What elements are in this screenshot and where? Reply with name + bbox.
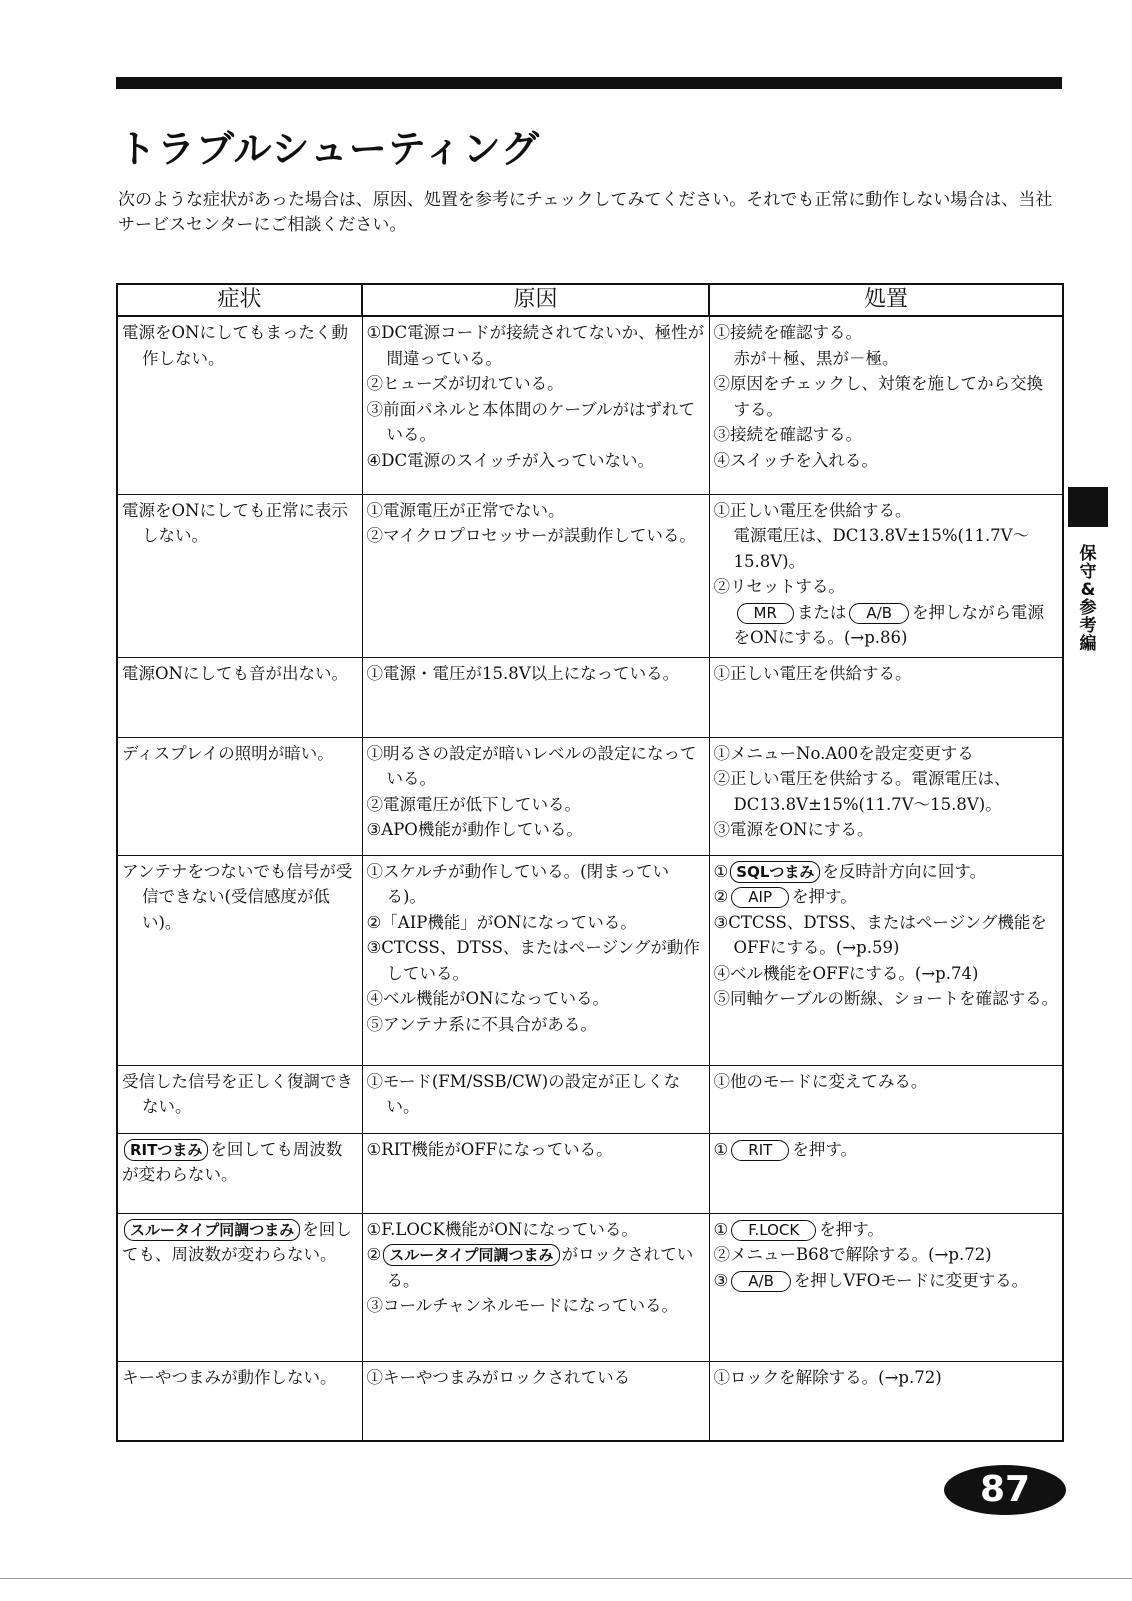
cause-line: ⑤アンテナ系に不具合がある。	[366, 1014, 597, 1034]
cause-line: ③前面パネルと本体間のケーブルがはずれている。	[366, 399, 696, 444]
cause-line: ④DC電源のスイッチが入っていない。	[366, 450, 654, 470]
cause-line: ④ベル機能がONになっている。	[366, 989, 609, 1008]
table-row	[117, 855, 1063, 1065]
text-span: ①	[713, 1219, 729, 1239]
side-section-label: 保守&参考編	[1079, 544, 1097, 654]
symptom-line: 電源をONにしても正常に表示しない。	[122, 500, 348, 545]
action-line: ①正しい電圧を供給する。	[713, 663, 912, 683]
symptom-cell	[117, 316, 362, 494]
knob-label: スルータイプ同調つまみ	[383, 1244, 559, 1266]
action-cell	[709, 657, 1063, 737]
key-label: RIT	[731, 1140, 789, 1161]
key-label: A/B	[849, 603, 909, 624]
table-body	[117, 316, 1063, 1441]
action-cell	[709, 1213, 1063, 1361]
action-line: ②メニューB68で解除する。(→p.72)	[713, 1245, 992, 1264]
cause-line: ①明るさの設定が暗いレベルの設定になっている。	[366, 743, 697, 788]
action-line: ①ロックを解除する。(→p.72)	[713, 1367, 942, 1387]
cause-line: ②マイクロプロセッサーが誤動作している。	[366, 526, 696, 545]
troubleshooting-table	[116, 283, 1064, 1442]
action-line	[714, 1137, 1060, 1163]
header-symptom: 症状	[117, 284, 362, 316]
text-span: ①	[713, 861, 729, 881]
symptom-cell	[117, 1065, 362, 1133]
cause-cell	[362, 737, 709, 855]
text-span: を回しても周波数が変わらない。	[122, 1139, 343, 1184]
cause-line: ①モード(FM/SSB/CW)の設定が正しくない。	[366, 1071, 681, 1116]
cause-line: ①電源・電圧が15.8V以上になっている。	[366, 663, 680, 683]
action-line: ④スイッチを入れる。	[713, 450, 878, 470]
action-line	[714, 859, 1060, 885]
intro-text: 次のような症状があった場合は、原因、処置を参考にチェックしてみてください。それでも正常に動作しない場合は、当社サービスセンターにご相談ください。	[118, 190, 1053, 235]
key-label: AIP	[731, 887, 789, 908]
action-cell	[709, 1361, 1063, 1441]
cause-cell	[362, 1213, 709, 1361]
cause-cell	[362, 1065, 709, 1133]
table-row	[117, 316, 1063, 494]
action-line: ①接続を確認する。	[713, 323, 862, 342]
key-label: A/B	[731, 1271, 791, 1292]
symptom-cell	[117, 1361, 362, 1441]
text-span: ②	[366, 1245, 382, 1264]
action-line	[714, 600, 1060, 651]
action-cell	[709, 1065, 1063, 1133]
text-span: を押しVFOモードに変更する。	[793, 1270, 1029, 1290]
text-span: を反時計方向に回す。	[822, 861, 987, 881]
text-span: を押しながら電源をONにする。(→p.86)	[733, 602, 1044, 647]
text-span: を押す。	[792, 1139, 857, 1159]
action-line: ④ベル機能をOFFにする。(→p.74)	[713, 963, 979, 983]
table-row	[117, 737, 1063, 855]
symptom-cell	[117, 1133, 362, 1213]
symptom-line	[122, 1137, 359, 1188]
symptom-cell	[117, 494, 362, 657]
cause-line: ①スケルチが動作している。(閉まっている)。	[366, 861, 670, 906]
top-rule	[116, 77, 1062, 89]
cause-cell	[362, 1361, 709, 1441]
cause-line: ②ヒューズが切れている。	[366, 374, 564, 393]
table-row	[117, 657, 1063, 737]
symptom-line: ディスプレイの照明が暗い。	[122, 743, 334, 763]
cause-line	[367, 1242, 706, 1293]
cause-line: ①RIT機能がOFFになっている。	[366, 1139, 613, 1159]
table-row	[117, 1213, 1063, 1361]
action-line: ③CTCSS、DTSS、またはページング機能をOFFにする。(→p.59)	[713, 912, 1047, 957]
text-span: を回しても、周波数が変わらない。	[122, 1219, 352, 1264]
text-span: を押す。	[792, 887, 857, 906]
symptom-line	[122, 1217, 359, 1268]
cause-line: ①F.LOCK機能がONになっている。	[366, 1219, 638, 1239]
action-cell	[709, 494, 1063, 657]
cause-cell	[362, 1133, 709, 1213]
table-row	[117, 1065, 1063, 1133]
cause-line: ①キーやつまみがロックされている	[366, 1367, 631, 1387]
text-span: ①	[713, 1139, 729, 1159]
action-line: ②原因をチェックし、対策を施してから交換する。	[713, 374, 1044, 419]
cause-line: ③CTCSS、DTSS、またはページングが動作している。	[366, 938, 700, 983]
symptom-line: 受信した信号を正しく復調できない。	[122, 1071, 353, 1116]
action-cell	[709, 737, 1063, 855]
header-row	[117, 284, 1063, 316]
table-row	[117, 494, 1063, 657]
action-line: 電源電圧は、DC13.8V±15%(11.7V〜15.8V)。	[733, 526, 1030, 571]
cause-line: ②電源電圧が低下している。	[366, 794, 581, 814]
cause-line: ①DC電源コードが接続されてないか、極性が間違っている。	[366, 323, 705, 368]
cause-line: ②「AIP機能」がONになっている。	[366, 912, 637, 932]
action-line: ⑤同軸ケーブルの断線、ショートを確認する。	[713, 989, 1059, 1008]
text-span: を押す。	[819, 1219, 884, 1239]
cause-cell	[362, 494, 709, 657]
action-line	[714, 1217, 1060, 1243]
action-line: ①他のモードに変えてみる。	[713, 1071, 928, 1091]
action-line: ③接続を確認する。	[713, 425, 862, 444]
cause-cell	[362, 657, 709, 737]
knob-label: スルータイプ同調つまみ	[124, 1219, 300, 1241]
symptom-line: 電源をONにしてもまったく動作しない。	[122, 323, 348, 368]
symptom-line: キーやつまみが動作しない。	[122, 1367, 337, 1387]
action-cell	[709, 1133, 1063, 1213]
cause-cell	[362, 855, 709, 1065]
cause-line: ③コールチャンネルモードになっている。	[366, 1296, 679, 1315]
page-number: 87	[944, 1465, 1066, 1515]
symptom-cell	[117, 1213, 362, 1361]
action-line: ①メニューNo.A00を設定変更する	[713, 743, 974, 763]
symptom-line: 電源ONにしても音が出ない。	[122, 663, 348, 683]
text-span: ③	[713, 1270, 729, 1290]
action-line: ②リセットする。	[713, 577, 845, 596]
symptom-line: アンテナをつないでも信号が受信できない(受信感度が低い)。	[122, 861, 353, 932]
side-tab-marker	[1068, 487, 1108, 527]
knob-label: RITつまみ	[124, 1139, 208, 1161]
symptom-cell	[117, 737, 362, 855]
key-label: MR	[737, 603, 794, 624]
cause-line: ③APO機能が動作している。	[366, 820, 583, 839]
action-line	[714, 1268, 1060, 1294]
key-label: F.LOCK	[731, 1220, 816, 1241]
action-line: 赤が＋極、黒が－極。	[733, 348, 899, 368]
table-row	[117, 1361, 1063, 1441]
bottom-rule	[0, 1578, 1132, 1579]
action-line: ②正しい電圧を供給する。電源電圧は、DC13.8V±15%(11.7V〜15.8V)。	[713, 769, 1011, 814]
page-title: トラブルシューティング	[118, 127, 540, 171]
action-line: ③電源をONにする。	[713, 820, 874, 839]
knob-label: SQLつまみ	[730, 861, 820, 883]
header-cause: 原因	[362, 284, 709, 316]
symptom-cell	[117, 657, 362, 737]
text-span: がロックされている。	[386, 1245, 694, 1290]
action-cell	[709, 316, 1063, 494]
text-span: ②	[713, 887, 729, 906]
table-row	[117, 1133, 1063, 1213]
cause-cell	[362, 316, 709, 494]
action-cell	[709, 855, 1063, 1065]
cause-line: ①電源電圧が正常でない。	[366, 500, 565, 520]
header-action: 処置	[709, 284, 1063, 316]
action-line: ①正しい電圧を供給する。	[713, 500, 912, 520]
action-line	[714, 884, 1060, 910]
text-span: または	[796, 602, 847, 622]
symptom-cell	[117, 855, 362, 1065]
